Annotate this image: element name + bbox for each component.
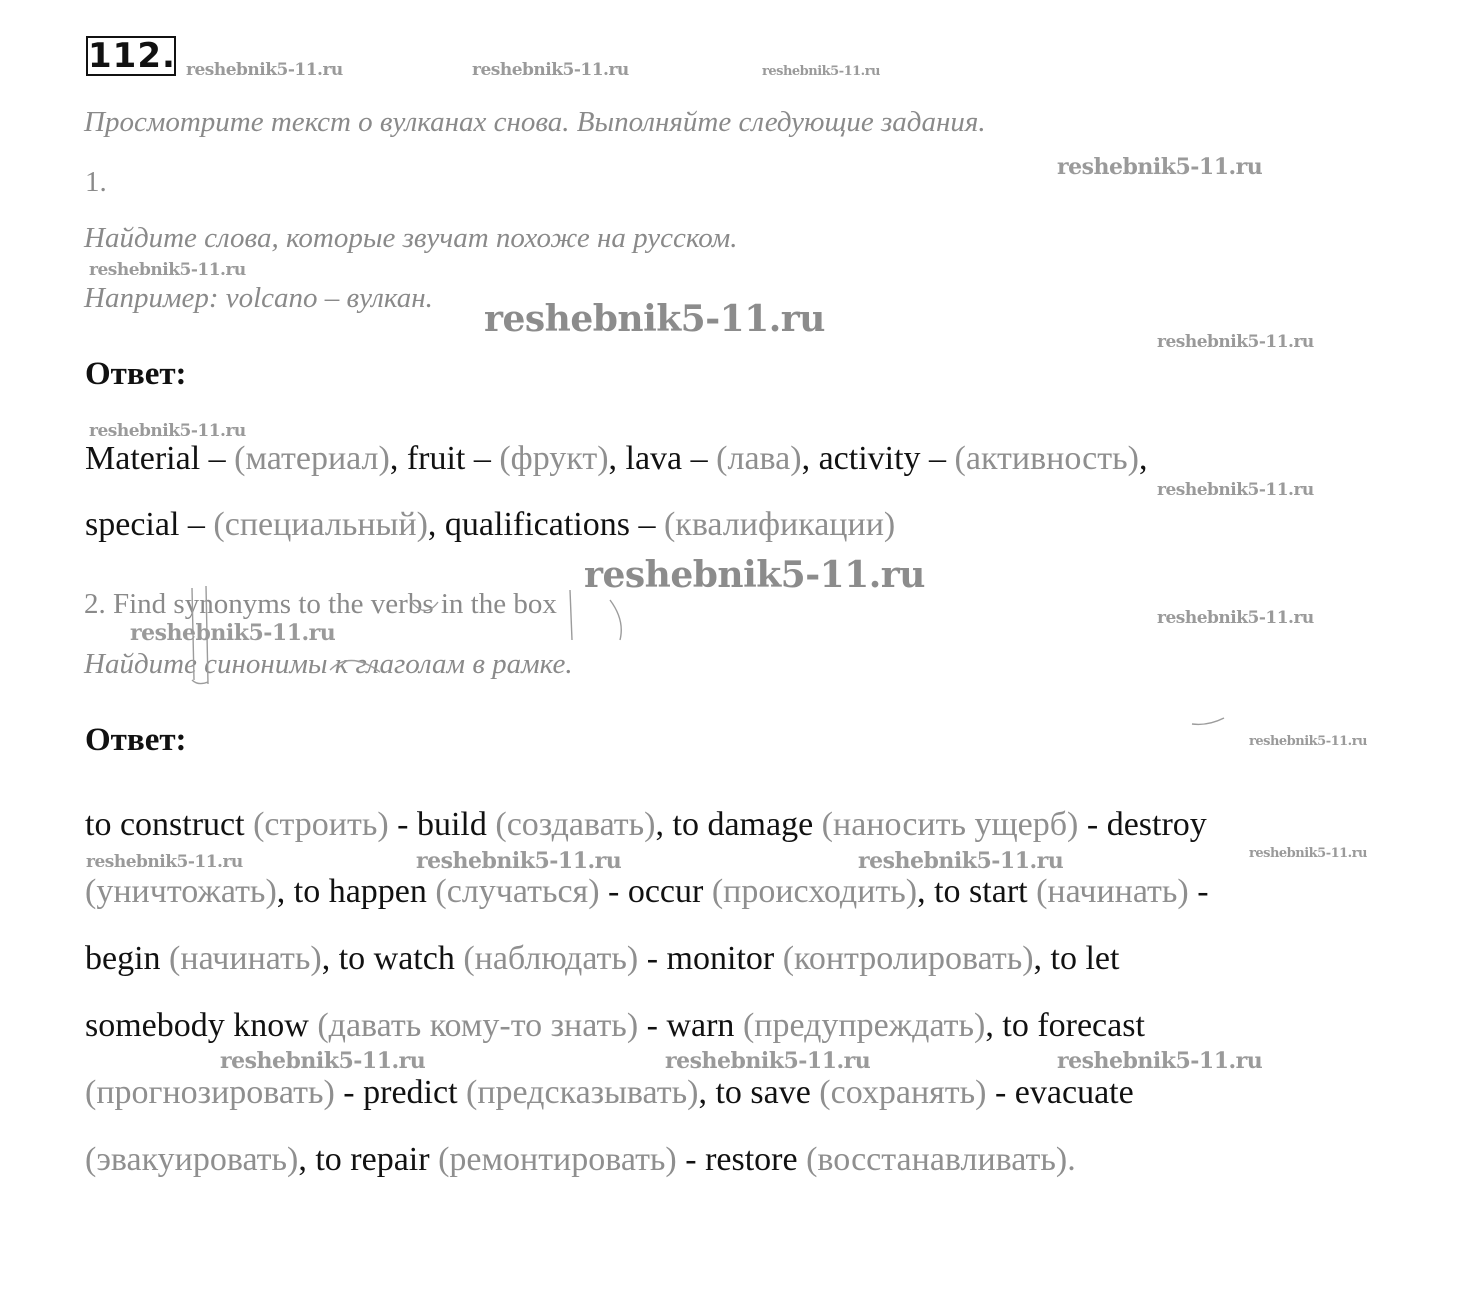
translation-text: (предупреждать): [742, 1007, 986, 1044]
translation-text: (материал): [234, 440, 390, 477]
translation-text: (строить): [253, 806, 389, 843]
answer-word: to construct: [85, 806, 254, 843]
answer-word: - evacuate: [986, 1074, 1134, 1111]
translation-text: (уничтожать): [85, 873, 277, 910]
translation-text: .: [1067, 1141, 1076, 1178]
part1-answer-heading: Ответ:: [85, 356, 187, 392]
watermark: reshebnik5-11.ru: [1249, 846, 1368, 861]
translation-text: (сохранять): [819, 1074, 987, 1111]
answer-word: , lava –: [608, 440, 717, 477]
task-number: 112.: [88, 36, 176, 76]
answer-word: - restore: [676, 1141, 807, 1178]
translation-text: (наблюдать): [463, 940, 639, 977]
answer-word: - warn: [638, 1007, 743, 1044]
answer-word: , qualifications –: [427, 506, 664, 543]
watermark: reshebnik5-11.ru: [1157, 332, 1314, 352]
watermark: reshebnik5-11.ru: [1157, 608, 1314, 628]
answer-word: , to let: [1033, 940, 1120, 977]
answer-word: , to damage: [655, 806, 822, 843]
part2-answer-heading: Ответ:: [85, 722, 187, 758]
part2-instruction: Найдите синонимы к глаголам в рамке.: [84, 648, 573, 680]
part2-label: 2. Find synonyms to the verbs in the box: [84, 588, 557, 620]
watermark: reshebnik5-11.ru: [89, 421, 246, 441]
watermark: reshebnik5-11.ru: [416, 848, 622, 874]
watermark: reshebnik5-11.ru: [89, 260, 246, 280]
part2-answer-line: [85, 1074, 1134, 1112]
translation-text: (фрукт): [499, 440, 609, 477]
translation-text: (наносить ущерб): [821, 806, 1079, 843]
watermark: reshebnik5-11.ru: [484, 298, 825, 340]
translation-text: (прогнозировать): [85, 1074, 335, 1111]
answer-word: , fruit –: [389, 440, 500, 477]
translation-text: (начинать): [169, 940, 322, 977]
translation-text: (давать кому-то знать): [317, 1007, 639, 1044]
translation-text: (восстанавливать): [806, 1141, 1068, 1178]
part1-answer-line: [85, 506, 895, 544]
answer-word: - predict: [334, 1074, 467, 1111]
answer-word: -: [1188, 873, 1209, 910]
translation-text: (квалификации): [663, 506, 896, 543]
translation-text: (начинать): [1036, 873, 1189, 910]
part1-example: Например: volcano – вулкан.: [84, 282, 433, 314]
answer-word: ,: [1138, 440, 1148, 477]
answer-word: - destroy: [1078, 806, 1207, 843]
watermark: reshebnik5-11.ru: [1057, 1048, 1263, 1074]
watermark: reshebnik5-11.ru: [130, 620, 336, 646]
watermark: reshebnik5-11.ru: [220, 1048, 426, 1074]
answer-word: , to start: [917, 873, 1037, 910]
translation-text: (ремонтировать): [438, 1141, 677, 1178]
answer-word: Material –: [85, 440, 235, 477]
watermark: reshebnik5-11.ru: [1157, 480, 1314, 500]
answer-word: special –: [85, 506, 214, 543]
watermark: reshebnik5-11.ru: [186, 60, 343, 80]
answer-word: , to watch: [321, 940, 464, 977]
answer-word: , to repair: [298, 1141, 439, 1178]
answer-word: , to forecast: [985, 1007, 1145, 1044]
answer-word: , to happen: [276, 873, 436, 910]
watermark: reshebnik5-11.ru: [858, 848, 1064, 874]
part2-answer-line: [85, 1007, 1145, 1045]
answer-word: - build: [388, 806, 496, 843]
task-instruction: Просмотрите текст о вулканах снова. Выполняйте следующие задания.: [84, 106, 986, 138]
watermark: reshebnik5-11.ru: [665, 1048, 871, 1074]
part2-answer-line: [85, 873, 1209, 911]
answer-word: , to save: [698, 1074, 820, 1111]
watermark: reshebnik5-11.ru: [762, 64, 881, 79]
translation-text: (предсказывать): [466, 1074, 699, 1111]
part1-instruction: Найдите слова, которые звучат похоже на русском.: [84, 222, 738, 254]
watermark: reshebnik5-11.ru: [1057, 154, 1263, 180]
pencil-mark: [1190, 712, 1230, 728]
part1-answer-line: [85, 440, 1147, 478]
answer-word: - monitor: [638, 940, 783, 977]
translation-text: (контролировать): [782, 940, 1034, 977]
watermark: reshebnik5-11.ru: [584, 554, 925, 596]
translation-text: (случаться): [435, 873, 600, 910]
answer-word: , activity –: [801, 440, 955, 477]
watermark: reshebnik5-11.ru: [1249, 734, 1368, 749]
translation-text: (специальный): [213, 506, 428, 543]
part1-label: 1.: [85, 166, 107, 198]
part2-answer-line: [85, 806, 1207, 844]
translation-text: (лава): [716, 440, 802, 477]
part2-answer-line: [85, 1141, 1076, 1179]
answer-word: - occur: [599, 873, 712, 910]
translation-text: (активность): [954, 440, 1139, 477]
answer-word: somebody know: [85, 1007, 318, 1044]
translation-text: (создавать): [495, 806, 656, 843]
watermark: reshebnik5-11.ru: [86, 852, 243, 872]
translation-text: (происходить): [711, 873, 918, 910]
answer-word: begin: [85, 940, 170, 977]
part2-answer-line: [85, 940, 1119, 978]
translation-text: (эвакуировать): [85, 1141, 299, 1178]
watermark: reshebnik5-11.ru: [472, 60, 629, 80]
